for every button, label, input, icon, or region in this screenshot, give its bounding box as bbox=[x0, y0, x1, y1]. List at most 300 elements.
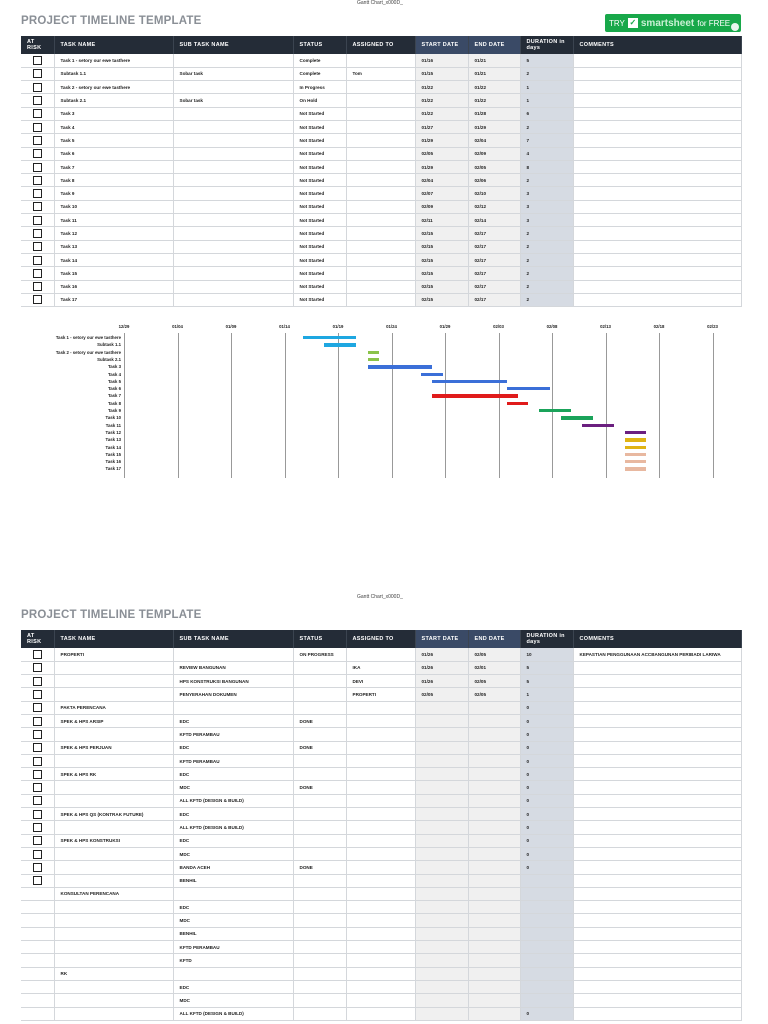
at-risk-checkbox[interactable] bbox=[33, 69, 42, 78]
gantt-bar bbox=[625, 446, 646, 449]
sub-task-name-cell: EDC bbox=[173, 714, 293, 727]
gantt-gridline bbox=[606, 333, 607, 478]
assigned-to-cell bbox=[346, 967, 415, 980]
task-name-cell: KONSULTAN PERENCANA bbox=[54, 887, 173, 900]
page2-title: PROJECT TIMELINE TEMPLATE bbox=[21, 609, 202, 621]
at-risk-cell bbox=[21, 781, 54, 794]
start-date-cell: 02/07 bbox=[415, 187, 468, 200]
table-row bbox=[21, 240, 741, 253]
table-row bbox=[21, 768, 741, 781]
start-date-cell bbox=[415, 874, 468, 887]
at-risk-checkbox[interactable] bbox=[33, 650, 42, 659]
task-name-cell: Task 11 bbox=[54, 214, 173, 227]
status-cell bbox=[293, 941, 346, 954]
at-risk-checkbox[interactable] bbox=[33, 136, 42, 145]
comments-cell bbox=[573, 227, 741, 240]
end-date-cell bbox=[468, 874, 520, 887]
start-date-cell: 02/15 bbox=[415, 280, 468, 293]
status-cell: Not Started bbox=[293, 267, 346, 280]
task-name-cell bbox=[54, 847, 173, 860]
end-date-cell bbox=[468, 781, 520, 794]
gantt-bar bbox=[539, 409, 571, 412]
assigned-to-cell bbox=[346, 54, 415, 67]
assigned-to-cell bbox=[346, 253, 415, 266]
at-risk-cell bbox=[21, 754, 54, 767]
at-risk-cell bbox=[21, 887, 54, 900]
end-date-cell: 02/05 bbox=[468, 675, 520, 688]
end-date-cell: 02/10 bbox=[468, 187, 520, 200]
start-date-cell bbox=[415, 954, 468, 967]
at-risk-cell bbox=[21, 927, 54, 940]
assigned-to-cell bbox=[346, 728, 415, 741]
status-cell bbox=[293, 901, 346, 914]
sub-task-name-cell: EDC bbox=[173, 901, 293, 914]
end-date-cell: 02/06 bbox=[468, 174, 520, 187]
table-row bbox=[21, 821, 741, 834]
assigned-to-cell bbox=[346, 914, 415, 927]
gantt-task-label: Subtask 1.1 bbox=[97, 342, 121, 348]
comments-cell bbox=[573, 794, 741, 807]
start-date-cell: 01/22 bbox=[415, 94, 468, 107]
table-row bbox=[21, 1007, 741, 1020]
task-name-cell bbox=[54, 728, 173, 741]
at-risk-checkbox[interactable] bbox=[33, 109, 42, 118]
column-header-task-name: TASK NAME bbox=[54, 36, 173, 54]
duration-cell: 4 bbox=[520, 147, 573, 160]
start-date-cell bbox=[415, 821, 468, 834]
status-cell: Not Started bbox=[293, 174, 346, 187]
table-row bbox=[21, 688, 741, 701]
start-date-cell: 01/22 bbox=[415, 81, 468, 94]
at-risk-checkbox[interactable] bbox=[33, 850, 42, 859]
assigned-to-cell bbox=[346, 240, 415, 253]
start-date-cell: 02/11 bbox=[415, 214, 468, 227]
duration-cell: 2 bbox=[520, 293, 573, 306]
sub-task-name-cell bbox=[173, 134, 293, 147]
assigned-to-cell bbox=[346, 901, 415, 914]
duration-cell: 1 bbox=[520, 94, 573, 107]
at-risk-cell bbox=[21, 741, 54, 754]
at-risk-cell bbox=[21, 847, 54, 860]
comments-cell bbox=[573, 187, 741, 200]
start-date-cell: 01/26 bbox=[415, 675, 468, 688]
assigned-to-cell bbox=[346, 821, 415, 834]
at-risk-checkbox[interactable] bbox=[33, 202, 42, 211]
gantt-chart bbox=[0, 320, 768, 480]
sub-task-name-cell: Sobar task bbox=[173, 67, 293, 80]
start-date-cell bbox=[415, 781, 468, 794]
status-cell bbox=[293, 701, 346, 714]
at-risk-checkbox[interactable] bbox=[33, 269, 42, 278]
sub-task-name-cell bbox=[173, 648, 293, 661]
table-row bbox=[21, 174, 741, 187]
end-date-cell bbox=[468, 861, 520, 874]
at-risk-cell bbox=[21, 94, 54, 107]
gantt-task-label: Task 17 bbox=[105, 466, 121, 472]
task-name-cell bbox=[54, 901, 173, 914]
at-risk-cell bbox=[21, 648, 54, 661]
status-cell bbox=[293, 847, 346, 860]
status-cell: Not Started bbox=[293, 160, 346, 173]
status-cell: ON PROGRESS bbox=[293, 648, 346, 661]
sub-task-name-cell bbox=[173, 81, 293, 94]
comments-cell bbox=[573, 874, 741, 887]
at-risk-checkbox[interactable] bbox=[33, 876, 42, 885]
at-risk-checkbox[interactable] bbox=[33, 163, 42, 172]
duration-cell: 0 bbox=[520, 861, 573, 874]
comments-cell bbox=[573, 94, 741, 107]
at-risk-checkbox[interactable] bbox=[33, 730, 42, 739]
start-date-cell: 01/16 bbox=[415, 54, 468, 67]
comments-cell bbox=[573, 847, 741, 860]
status-cell bbox=[293, 834, 346, 847]
comments-cell bbox=[573, 267, 741, 280]
column-header-sub-task-name: SUB TASK NAME bbox=[173, 36, 293, 54]
table-row bbox=[21, 81, 741, 94]
start-date-cell bbox=[415, 927, 468, 940]
gantt-x-tick-label: 01/29 bbox=[439, 324, 451, 329]
start-date-cell bbox=[415, 768, 468, 781]
column-header-start-date: START DATE bbox=[415, 36, 468, 54]
end-date-cell: 02/17 bbox=[468, 253, 520, 266]
smartsheet-promo-button[interactable] bbox=[605, 14, 741, 32]
sub-task-name-cell bbox=[173, 120, 293, 133]
gantt-task-label: Task 6 bbox=[107, 386, 121, 392]
column-header-comments: COMMENTS bbox=[573, 36, 741, 54]
status-cell: Not Started bbox=[293, 227, 346, 240]
sub-task-name-cell bbox=[173, 227, 293, 240]
at-risk-checkbox[interactable] bbox=[33, 123, 42, 132]
table-row bbox=[21, 941, 741, 954]
end-date-cell bbox=[468, 834, 520, 847]
status-cell bbox=[293, 914, 346, 927]
comments-cell bbox=[573, 200, 741, 213]
at-risk-cell bbox=[21, 728, 54, 741]
end-date-cell bbox=[468, 821, 520, 834]
end-date-cell bbox=[468, 714, 520, 727]
end-date-cell: 02/17 bbox=[468, 267, 520, 280]
at-risk-cell bbox=[21, 768, 54, 781]
end-date-cell bbox=[468, 901, 520, 914]
end-date-cell: 02/12 bbox=[468, 200, 520, 213]
at-risk-checkbox[interactable] bbox=[33, 149, 42, 158]
at-risk-checkbox[interactable] bbox=[33, 216, 42, 225]
table-row bbox=[21, 847, 741, 860]
at-risk-checkbox[interactable] bbox=[33, 83, 42, 92]
table-row bbox=[21, 714, 741, 727]
at-risk-cell bbox=[21, 280, 54, 293]
assigned-to-cell bbox=[346, 847, 415, 860]
at-risk-checkbox[interactable] bbox=[33, 229, 42, 238]
status-cell: Not Started bbox=[293, 107, 346, 120]
duration-cell: 2 bbox=[520, 267, 573, 280]
start-date-cell: 01/22 bbox=[415, 107, 468, 120]
status-cell bbox=[293, 874, 346, 887]
assigned-to-cell bbox=[346, 1007, 415, 1020]
task-name-cell: PROPERTI bbox=[54, 648, 173, 661]
duration-cell: 3 bbox=[520, 200, 573, 213]
status-cell: Not Started bbox=[293, 200, 346, 213]
comments-cell bbox=[573, 240, 741, 253]
comments-cell bbox=[573, 887, 741, 900]
gantt-bar bbox=[368, 365, 432, 368]
comments-cell bbox=[573, 174, 741, 187]
at-risk-checkbox[interactable] bbox=[33, 282, 42, 291]
task-name-cell: SPEK & HPS KONSTRUKSI bbox=[54, 834, 173, 847]
comments-cell bbox=[573, 741, 741, 754]
gantt-task-label: Task 7 bbox=[107, 393, 121, 399]
table-row bbox=[21, 107, 741, 120]
at-risk-checkbox[interactable] bbox=[33, 96, 42, 105]
at-risk-checkbox[interactable] bbox=[33, 823, 42, 832]
task-name-cell: Task 17 bbox=[54, 293, 173, 306]
assigned-to-cell bbox=[346, 768, 415, 781]
gantt-bar bbox=[432, 394, 518, 397]
start-date-cell bbox=[415, 967, 468, 980]
end-date-cell: 02/05 bbox=[468, 160, 520, 173]
task-name-cell bbox=[54, 781, 173, 794]
table-row bbox=[21, 160, 741, 173]
promo-free-label: for FREE bbox=[697, 18, 731, 28]
at-risk-cell bbox=[21, 1007, 54, 1020]
task-name-cell bbox=[54, 661, 173, 674]
assigned-to-cell bbox=[346, 794, 415, 807]
gantt-gridline bbox=[713, 333, 714, 478]
at-risk-checkbox[interactable] bbox=[33, 663, 42, 672]
at-risk-cell bbox=[21, 941, 54, 954]
sub-task-name-cell: ALL KFTD (DESIGN & BUILD) bbox=[173, 821, 293, 834]
duration-cell bbox=[520, 901, 573, 914]
task-name-cell: SPEK & HPS QS (KONTRAK FUTURE) bbox=[54, 808, 173, 821]
end-date-cell bbox=[468, 794, 520, 807]
at-risk-cell bbox=[21, 688, 54, 701]
at-risk-checkbox[interactable] bbox=[33, 677, 42, 686]
start-date-cell: 02/15 bbox=[415, 227, 468, 240]
gantt-task-label: Task 4 bbox=[107, 371, 121, 377]
status-cell: Not Started bbox=[293, 120, 346, 133]
task-name-cell: Task 4 bbox=[54, 120, 173, 133]
assigned-to-cell bbox=[346, 200, 415, 213]
comments-cell bbox=[573, 834, 741, 847]
comments-cell bbox=[573, 688, 741, 701]
at-risk-cell bbox=[21, 834, 54, 847]
comments-cell bbox=[573, 54, 741, 67]
table-row bbox=[21, 648, 741, 661]
at-risk-checkbox[interactable] bbox=[33, 757, 42, 766]
task-name-cell: Subtask 1.1 bbox=[54, 67, 173, 80]
at-risk-checkbox[interactable] bbox=[33, 717, 42, 726]
status-cell bbox=[293, 675, 346, 688]
task-name-cell bbox=[54, 954, 173, 967]
at-risk-checkbox[interactable] bbox=[33, 783, 42, 792]
at-risk-checkbox[interactable] bbox=[33, 56, 42, 65]
task-name-cell: Task 13 bbox=[54, 240, 173, 253]
duration-cell bbox=[520, 967, 573, 980]
duration-cell: 0 bbox=[520, 834, 573, 847]
table-row bbox=[21, 214, 741, 227]
status-cell: DONE bbox=[293, 781, 346, 794]
at-risk-cell bbox=[21, 267, 54, 280]
at-risk-checkbox[interactable] bbox=[33, 256, 42, 265]
end-date-cell: 01/28 bbox=[468, 107, 520, 120]
task-name-cell bbox=[54, 675, 173, 688]
page1-title: PROJECT TIMELINE TEMPLATE bbox=[21, 15, 202, 27]
assigned-to-cell: Tom bbox=[346, 67, 415, 80]
duration-cell: 5 bbox=[520, 661, 573, 674]
gantt-gridline bbox=[338, 333, 339, 478]
promo-brand-label: smartsheet bbox=[640, 17, 695, 29]
gantt-x-tick-label: 12/29 bbox=[118, 324, 130, 329]
assigned-to-cell bbox=[346, 714, 415, 727]
task-name-cell bbox=[54, 861, 173, 874]
duration-cell: 0 bbox=[520, 1007, 573, 1020]
start-date-cell: 02/05 bbox=[415, 147, 468, 160]
start-date-cell: 02/04 bbox=[415, 174, 468, 187]
status-cell: Complete bbox=[293, 54, 346, 67]
duration-cell: 1 bbox=[520, 688, 573, 701]
column-header-end-date: END DATE bbox=[468, 630, 520, 648]
at-risk-checkbox[interactable] bbox=[33, 796, 42, 805]
status-cell: In Progress bbox=[293, 81, 346, 94]
at-risk-cell bbox=[21, 701, 54, 714]
end-date-cell bbox=[468, 701, 520, 714]
duration-cell: 5 bbox=[520, 54, 573, 67]
end-date-cell bbox=[468, 728, 520, 741]
at-risk-cell bbox=[21, 54, 54, 67]
at-risk-checkbox[interactable] bbox=[33, 295, 42, 304]
duration-cell: 8 bbox=[520, 160, 573, 173]
task-name-cell bbox=[54, 980, 173, 993]
end-date-cell bbox=[468, 941, 520, 954]
column-header-duration: DURATION in days bbox=[520, 36, 573, 54]
assigned-to-cell bbox=[346, 648, 415, 661]
page1-header-label: Gantt Chart_x000D_ bbox=[357, 0, 403, 6]
duration-cell: 1 bbox=[520, 81, 573, 94]
sub-task-name-cell: MDC bbox=[173, 781, 293, 794]
at-risk-checkbox[interactable] bbox=[33, 176, 42, 185]
end-date-cell bbox=[468, 980, 520, 993]
table-row bbox=[21, 267, 741, 280]
duration-cell: 2 bbox=[520, 240, 573, 253]
at-risk-checkbox[interactable] bbox=[33, 836, 42, 845]
comments-cell bbox=[573, 107, 741, 120]
gantt-x-tick-label: 01/09 bbox=[225, 324, 237, 329]
sub-task-name-cell bbox=[173, 200, 293, 213]
duration-cell: 2 bbox=[520, 253, 573, 266]
table-row bbox=[21, 293, 741, 306]
task-name-cell bbox=[54, 821, 173, 834]
start-date-cell: 02/15 bbox=[415, 293, 468, 306]
sub-task-name-cell bbox=[173, 160, 293, 173]
gantt-task-label: Task 10 bbox=[105, 415, 121, 421]
comments-cell bbox=[573, 253, 741, 266]
at-risk-cell bbox=[21, 808, 54, 821]
at-risk-checkbox[interactable] bbox=[33, 810, 42, 819]
duration-cell bbox=[520, 994, 573, 1007]
gantt-task-label: Subtask 2.1 bbox=[97, 356, 121, 362]
at-risk-cell bbox=[21, 794, 54, 807]
assigned-to-cell bbox=[346, 994, 415, 1007]
end-date-cell: 01/22 bbox=[468, 94, 520, 107]
start-date-cell bbox=[415, 861, 468, 874]
sub-task-name-cell: EDC bbox=[173, 980, 293, 993]
duration-cell bbox=[520, 941, 573, 954]
start-date-cell: 01/15 bbox=[415, 67, 468, 80]
at-risk-cell bbox=[21, 107, 54, 120]
status-cell bbox=[293, 967, 346, 980]
duration-cell: 0 bbox=[520, 821, 573, 834]
assigned-to-cell bbox=[346, 781, 415, 794]
table-row bbox=[21, 200, 741, 213]
at-risk-cell bbox=[21, 714, 54, 727]
gantt-gridline bbox=[392, 333, 393, 478]
duration-cell: 0 bbox=[520, 768, 573, 781]
column-header-sub-task-name: SUB TASK NAME bbox=[173, 630, 293, 648]
sub-task-name-cell: MDC bbox=[173, 847, 293, 860]
gantt-gridline bbox=[552, 333, 553, 478]
sub-task-name-cell: PENYERAHAN DOKUMEN bbox=[173, 688, 293, 701]
start-date-cell bbox=[415, 1007, 468, 1020]
sub-task-name-cell bbox=[173, 267, 293, 280]
at-risk-cell bbox=[21, 160, 54, 173]
sub-task-name-cell: EDC bbox=[173, 808, 293, 821]
end-date-cell: 02/17 bbox=[468, 227, 520, 240]
table-row bbox=[21, 728, 741, 741]
at-risk-checkbox[interactable] bbox=[33, 189, 42, 198]
at-risk-checkbox[interactable] bbox=[33, 703, 42, 712]
at-risk-checkbox[interactable] bbox=[33, 770, 42, 779]
sub-task-name-cell bbox=[173, 967, 293, 980]
start-date-cell: 01/29 bbox=[415, 160, 468, 173]
start-date-cell bbox=[415, 741, 468, 754]
at-risk-checkbox[interactable] bbox=[33, 863, 42, 872]
start-date-cell: 02/15 bbox=[415, 240, 468, 253]
status-cell: Not Started bbox=[293, 134, 346, 147]
at-risk-checkbox[interactable] bbox=[33, 242, 42, 251]
assigned-to-cell bbox=[346, 887, 415, 900]
comments-cell bbox=[573, 280, 741, 293]
column-header-status: STATUS bbox=[293, 36, 346, 54]
at-risk-cell bbox=[21, 134, 54, 147]
table-row bbox=[21, 280, 741, 293]
table-row bbox=[21, 147, 741, 160]
gantt-x-tick-label: 02/03 bbox=[493, 324, 504, 329]
at-risk-checkbox[interactable] bbox=[33, 743, 42, 752]
at-risk-checkbox[interactable] bbox=[33, 690, 42, 699]
at-risk-cell bbox=[21, 214, 54, 227]
end-date-cell: 02/04 bbox=[468, 134, 520, 147]
end-date-cell bbox=[468, 768, 520, 781]
smartsheet-check-icon: ✓ bbox=[629, 18, 637, 27]
duration-cell: 3 bbox=[520, 187, 573, 200]
comments-cell bbox=[573, 954, 741, 967]
cursor-icon bbox=[731, 23, 739, 31]
gantt-x-tick-label: 01/19 bbox=[332, 324, 344, 329]
gantt-task-label: Task 12 bbox=[105, 429, 121, 435]
comments-cell bbox=[573, 160, 741, 173]
assigned-to-cell bbox=[346, 134, 415, 147]
task-name-cell bbox=[54, 914, 173, 927]
gantt-x-tick-label: 02/23 bbox=[707, 324, 718, 329]
at-risk-cell bbox=[21, 293, 54, 306]
gantt-task-label: Task 14 bbox=[105, 444, 121, 450]
duration-cell bbox=[520, 980, 573, 993]
status-cell: Not Started bbox=[293, 187, 346, 200]
table-row bbox=[21, 227, 741, 240]
table-row bbox=[21, 861, 741, 874]
sub-task-name-cell: KFTD bbox=[173, 954, 293, 967]
task-name-cell: SPEK & HPS PERJUAN bbox=[54, 741, 173, 754]
